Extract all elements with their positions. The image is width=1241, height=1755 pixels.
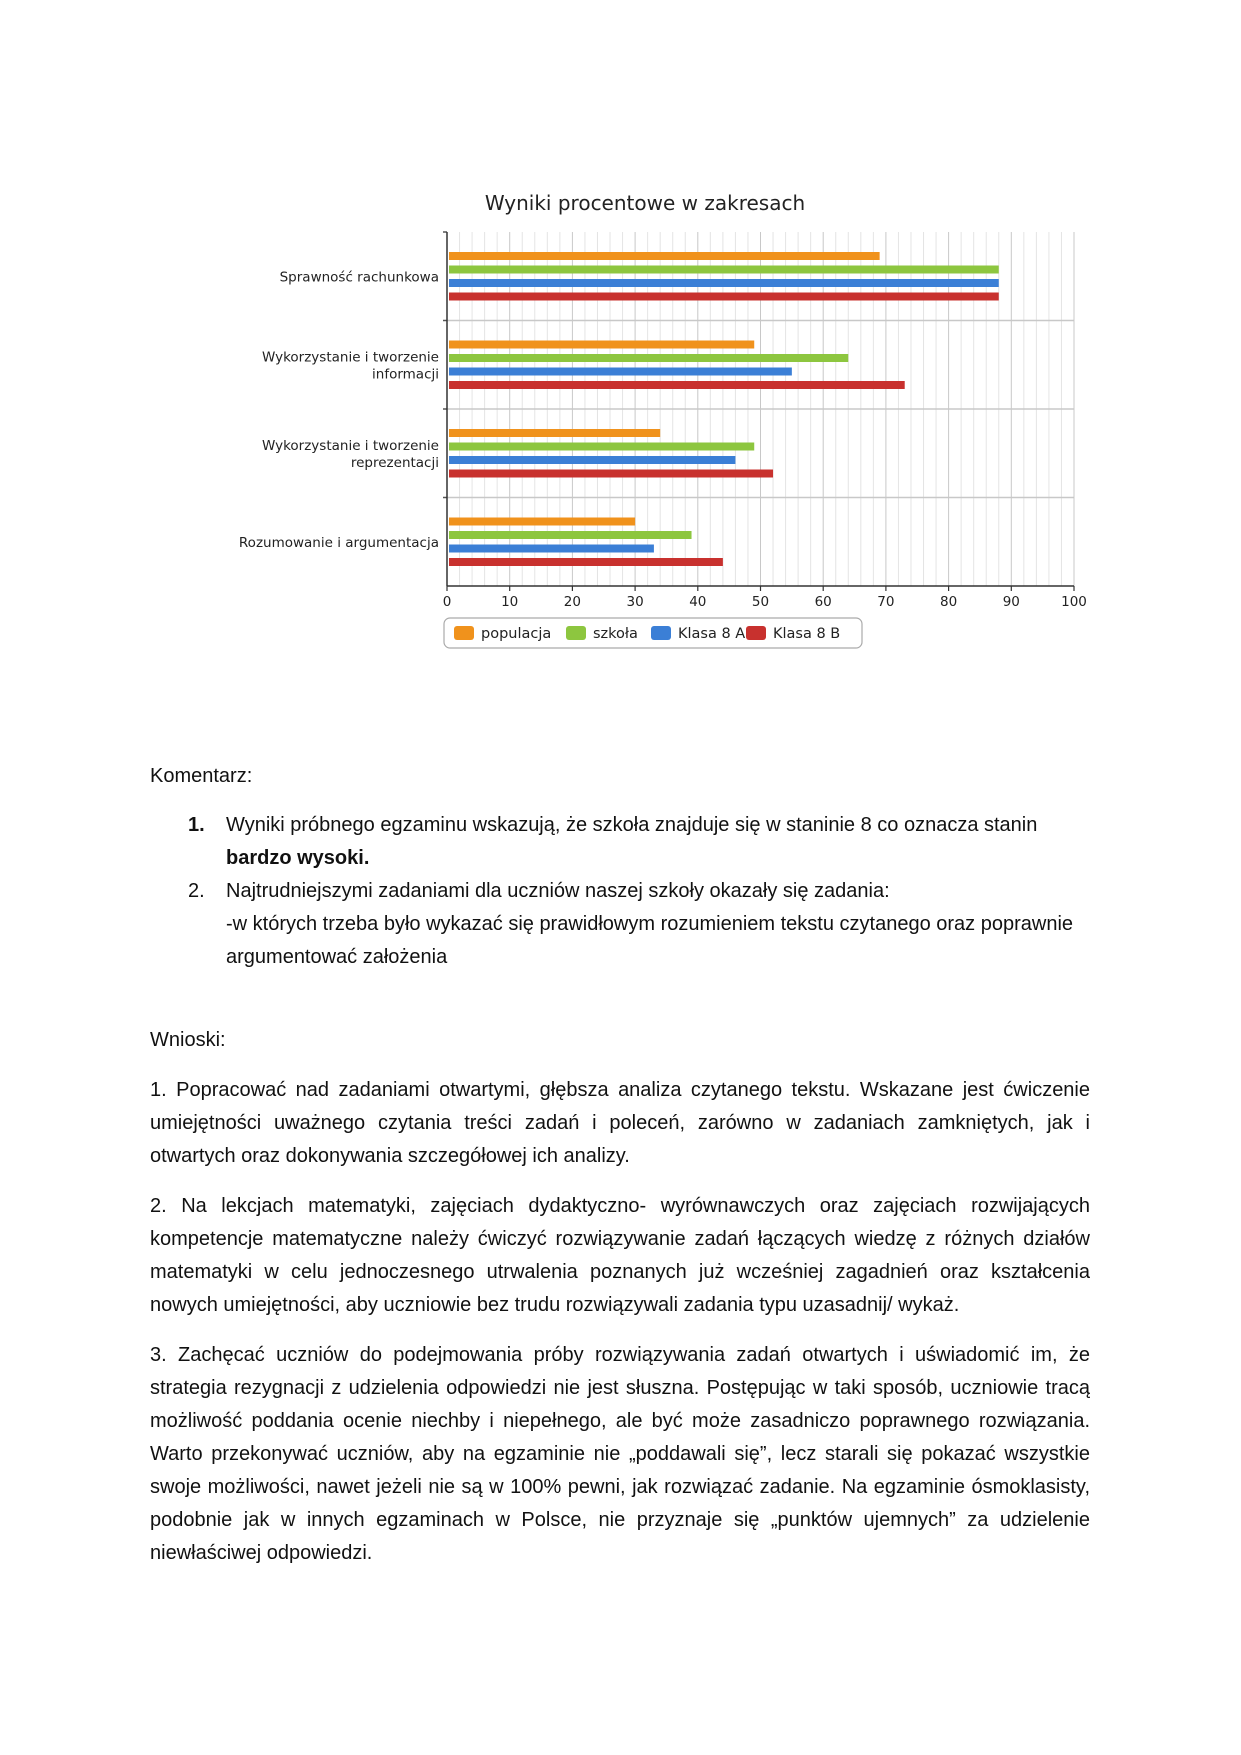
bar-szkoła-1 [449,354,848,362]
wnioski-paragraph-1: 1. Popracować nad zadaniami otwartymi, głębsza analiza czytanego tekstu. Wskazane jest ćwiczenie umiejętności uważnego czytania treści zadań i poleceń, zarówno w zadaniach zamkniętych, jak i otwartych oraz dokonywania szczegółowej ich analizy. [150,1079,1090,1167]
x-tick-label: 40 [689,594,707,610]
category-label: Wykorzystanie i tworzenie [261,437,439,454]
category-label: Rozumowanie i argumentacja [238,534,439,551]
bar-klasa-8-b-0 [449,293,999,301]
wnioski-paragraph-2: 2. Na lekcjach matematyki, zajęciach dydaktyczno- wyrównawczych oraz zajęciach rozwijających kompetencje matematyczne należy ćwiczyć rozwiązywanie zadań łączących wiedzę z różnych działów matematyki w celu jednoczesnego utrwalenia poznanych już wcześniej zagadnień oraz kształcenia nowych umiejętności, aby uczniowie bez trudu rozwiązywali zadania typu uzasadnij/ wykaż. [150,1195,1090,1316]
legend-label: szkoła [593,626,638,642]
bar-chart [200,180,1100,670]
bar-populacja-1 [449,341,754,349]
list-number: 2. [188,880,205,902]
category-label: reprezentacji [350,454,439,471]
x-tick-label: 0 [442,594,452,610]
bar-klasa-8-b-2 [449,470,773,478]
chart-title: Wyniki procentowe w zakresach [484,191,806,215]
legend-label: Klasa 8 B [773,626,841,642]
bar-klasa-8-a-0 [449,279,999,287]
list-item [150,809,1090,875]
x-tick-label: 20 [563,594,581,610]
bar-populacja-0 [449,252,880,260]
legend-swatch [454,626,474,640]
legend-swatch [651,626,671,640]
category-label: Wykorzystanie i tworzenie [261,349,439,366]
x-tick-label: 10 [501,594,519,610]
komentarz-heading: Komentarz: [150,765,253,787]
bar-szkoła-0 [449,266,999,274]
document-body [150,760,1090,1587]
bar-klasa-8-b-1 [449,381,905,389]
category-label: informacji [372,366,439,383]
bar-populacja-3 [449,518,635,526]
chart-legend [444,618,862,648]
x-tick-label: 90 [1002,594,1020,610]
bar-klasa-8-a-3 [449,545,654,553]
legend-label: Klasa 8 A [678,626,746,642]
wnioski-heading: Wnioski: [150,1029,226,1051]
list-item-text: Najtrudniejszymi zadaniami dla uczniów naszej szkoły okazały się zadania: [226,880,890,902]
list-item [150,875,1090,974]
wnioski-paragraph-3: 3. Zachęcać uczniów do podejmowania próby rozwiązywania zadań otwartych i uświadomić im, że strategia rezygnacji z udzielenia odpowiedzi nie jest słuszna. Postępując w taki sposób, uczniowie tracą możliwość poddania ocenie niechby i niepełnego, ale być może zasadniczo poprawnego rozwiązania. Warto przekonywać uczniów, aby na egzaminie nie „poddawali się”, lecz starali się pokazać wszystkie swoje możliwości, nawet jeżeli nie są w 100% pewni, jak rozwiązać zadanie. Na egzaminie ósmoklasisty, podobnie jak w innych egzaminach w Polsce, nie przyznaje się „punktów ujemnych” za udzielenie niewłaściwej odpowiedzi. [150,1344,1090,1564]
category-label: Sprawność rachunkowa [279,269,439,286]
komentarz-list [150,809,1090,974]
x-tick-label: 60 [814,594,832,610]
x-tick-label: 100 [1061,594,1087,610]
x-tick-label: 70 [877,594,895,610]
list-item-text: Wyniki próbnego egzaminu wskazują, że szkoła znajduje się w staninie 8 co oznacza stanin [226,814,1038,836]
chart-figure [200,180,1100,670]
bar-szkoła-3 [449,531,692,539]
list-item-bold: bardzo wysoki. [226,847,370,869]
x-tick-label: 80 [940,594,958,610]
list-item-text-2: -w których trzeba było wykazać się prawidłowym rozumieniem tekstu czytanego oraz poprawnie argumentować założenia [226,913,1074,968]
list-number: 1. [188,814,205,836]
bar-szkoła-2 [449,443,754,451]
x-tick-label: 50 [751,594,770,610]
bar-klasa-8-a-2 [449,456,735,464]
bar-populacja-2 [449,429,660,437]
legend-swatch [746,626,766,640]
legend-label: populacja [481,626,552,642]
legend-swatch [566,626,586,640]
x-tick-label: 30 [626,594,644,610]
bar-klasa-8-b-3 [449,558,723,566]
bar-klasa-8-a-1 [449,368,792,376]
